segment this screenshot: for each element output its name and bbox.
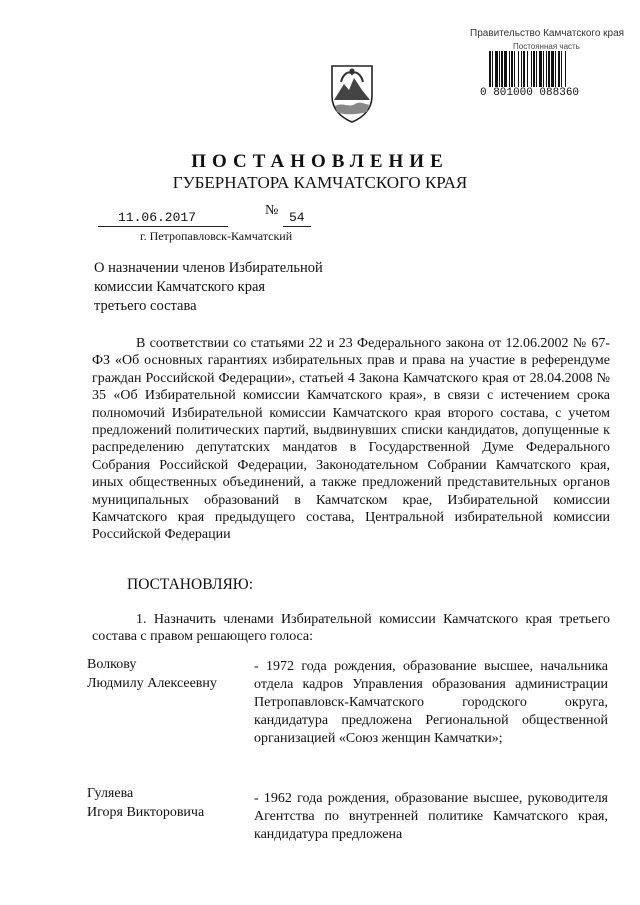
- number-sign: №: [265, 203, 279, 218]
- preamble-paragraph: В соответствии со статьями 22 и 23 Федерального закона от 12.06.2002 № 67-ФЗ «Об основных гарантиях избирательных прав и права на участие в референдуме граждан Российской Федерации», статьей 4 Закона Камчатского края от 28.04.2008 № 35 «Об Избирательной комиссии Камчатского края», в связи с истечением срока полномочий Избирательной комиссии Камчатского края второго состава, с учетом предложений политических партий, выдвинувших списки кандидатов, допущенные к распределению депутатских мандатов в Государственной Думе Федерального Собрания Российской Федерации, Законодательном Собрании Камчатского края, иных общественных объединений, а также предложений представительных органов муниципальных образований в Камчатском крае, Избирательной комиссии Камчатского края предыдущего состава, Центральной избирательной комиссии Российской Федерации: [92, 336, 610, 543]
- subject-line: О назначении членов Избирательной: [94, 260, 323, 276]
- stamp-subtitle: Постоянная часть: [513, 42, 580, 51]
- barcode-number: 0 801000 088360: [480, 87, 580, 99]
- member-description: - 1972 года рождения, образование высшее, начальника отдела кадров Управления образования администрации Петропавловск-Камчатского городского округа, кандидатура предложена Региональной общественной организацией «Союз женщин Камчатки»;: [254, 659, 608, 746]
- resolve-heading: ПОСТАНОВЛЯЮ:: [127, 576, 254, 593]
- resolution-item-1: 1. Назначить членами Избирательной комиссии Камчатского края третьего состава с правом решающего голоса:: [92, 612, 610, 645]
- number-underline: [283, 226, 311, 227]
- document-title: ПОСТАНОВЛЕНИЕ: [191, 151, 449, 172]
- member-given-name: Людмилу Алексеевну: [87, 676, 217, 691]
- subject-line: комиссии Камчатского края: [94, 279, 266, 295]
- document-number: 54: [289, 210, 305, 225]
- subject-line: третьего состава: [94, 298, 197, 314]
- coat-of-arms-icon: [329, 62, 375, 124]
- date-underline: [98, 226, 228, 227]
- document-date: 11.06.2017: [118, 210, 197, 225]
- stamp-organization: Правительство Камчатского края: [470, 28, 625, 39]
- document-subject: [94, 259, 323, 316]
- member-name: [87, 784, 204, 822]
- member-surname: Гуляева: [87, 786, 134, 801]
- member-surname: Волкову: [87, 657, 137, 672]
- document-city: г. Петропавловск-Камчатский: [140, 229, 293, 243]
- document-subtitle: ГУБЕРНАТОРА КАМЧАТСКОГО КРАЯ: [172, 173, 468, 192]
- member-description: - 1962 года рождения, образование высшее, руководителя Агентства по внутренней политике Камчатского края, кандидатура предложена: [254, 791, 608, 842]
- member-given-name: Игоря Викторовича: [87, 805, 205, 820]
- member-name: [87, 655, 217, 693]
